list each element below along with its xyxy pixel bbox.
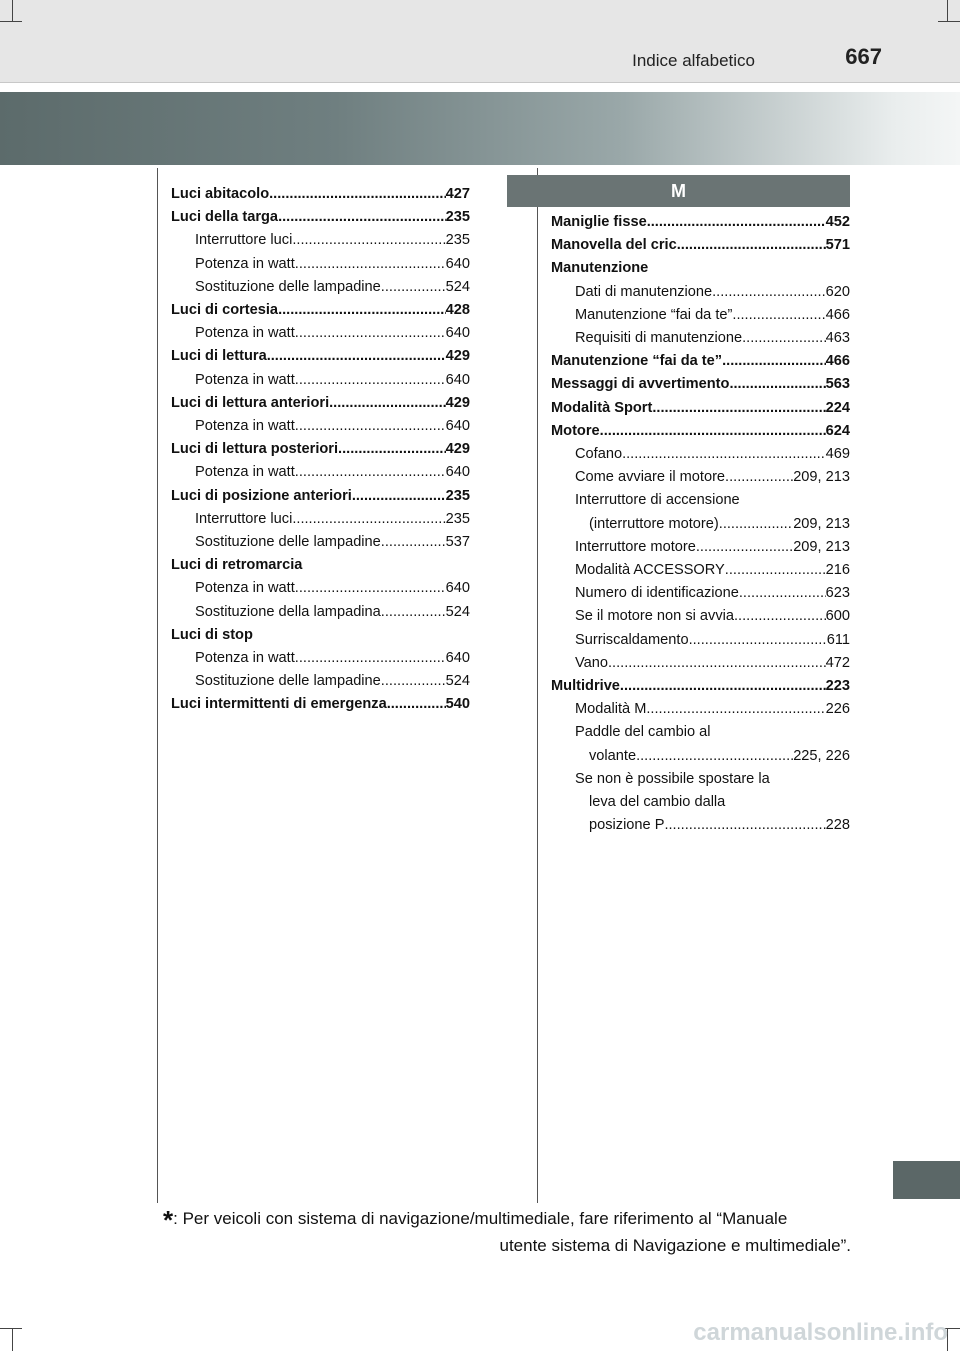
index-entry <box>171 206 470 229</box>
entry-page: 640 <box>445 418 470 435</box>
entry-page: 466 <box>825 353 850 370</box>
entry-label: Maniglie fisse <box>551 214 647 230</box>
index-entry <box>171 485 470 508</box>
column-rule-left <box>157 168 158 1203</box>
entry-label: (interruttore motore) <box>589 515 719 532</box>
index-entry <box>551 350 850 373</box>
header-divider <box>0 82 960 83</box>
entry-label: Interruttore di accensione <box>575 492 740 509</box>
leader-dots <box>696 536 793 559</box>
entry-label: Dati di manutenzione <box>575 283 713 300</box>
index-entry <box>171 276 470 299</box>
index-entry <box>551 304 850 327</box>
entry-page: 209, 213 <box>793 515 850 532</box>
entry-label: Numero di identificazione <box>575 585 739 602</box>
entry-page: 428 <box>445 302 470 319</box>
index-entry <box>551 234 850 257</box>
index-entry <box>171 415 470 438</box>
leader-dots <box>722 350 826 373</box>
index-entry <box>551 397 850 420</box>
index-entry <box>171 299 470 322</box>
entry-label: Cofano <box>575 446 623 463</box>
index-entry <box>171 322 470 345</box>
leader-dots <box>734 605 826 628</box>
index-entry <box>551 420 850 443</box>
entry-page: 427 <box>445 186 470 202</box>
leader-dots <box>712 281 826 304</box>
entry-label: Luci di retromarcia <box>171 557 303 574</box>
entry-label: Potenza in watt <box>195 325 295 342</box>
entry-page: 624 <box>825 422 850 439</box>
index-entry <box>551 559 850 582</box>
index-entry <box>171 508 470 531</box>
entry-label: Manutenzione <box>551 260 649 277</box>
crop-mark <box>947 0 948 22</box>
footnote-line-2: utente sistema di Navigazione e multimediale”. <box>499 1236 851 1255</box>
leader-dots <box>725 559 826 582</box>
index-entry <box>171 369 470 392</box>
entry-label: Requisiti di manutenzione <box>575 330 743 347</box>
entry-label: Manovella del cric <box>551 237 677 254</box>
leader-dots <box>292 508 445 531</box>
entry-label: Luci intermittenti di emergenza <box>171 696 387 713</box>
index-entry <box>171 392 470 415</box>
column-rule-middle <box>537 168 538 1203</box>
index-entry <box>551 443 850 466</box>
index-entry <box>171 345 470 368</box>
leader-dots <box>381 601 446 624</box>
entry-page: 537 <box>445 534 470 551</box>
index-entry <box>551 582 850 605</box>
entry-label: Potenza in watt <box>195 464 295 481</box>
entry-label: Sostituzione delle lampadine <box>195 278 381 295</box>
entry-page: 469 <box>825 446 850 463</box>
entry-page: 209, 213 <box>793 538 850 555</box>
index-entry <box>171 554 470 577</box>
entry-label: Sostituzione delle lampadine <box>195 673 381 690</box>
crop-mark <box>0 1328 22 1329</box>
thumb-tab <box>893 1161 960 1199</box>
entry-page: 235 <box>445 510 470 527</box>
leader-dots <box>295 647 446 670</box>
entry-page: 600 <box>825 608 850 625</box>
entry-page: 611 <box>826 631 850 648</box>
footnote-marker: * <box>163 1205 174 1235</box>
index-entry <box>551 791 850 814</box>
header-bar <box>0 0 960 82</box>
index-entry <box>551 768 850 791</box>
entry-label: Manutenzione “fai da te” <box>551 353 723 370</box>
index-entry <box>551 652 850 675</box>
leader-dots <box>600 420 826 443</box>
leader-dots <box>338 438 446 461</box>
leader-dots <box>732 304 825 327</box>
crop-mark <box>0 21 22 22</box>
decorative-gradient-band <box>0 92 960 165</box>
leader-dots <box>646 698 825 721</box>
entry-page: 452 <box>825 214 850 230</box>
section-title: Indice alfabetico <box>632 51 755 70</box>
leader-dots <box>729 373 825 396</box>
leader-dots <box>295 369 446 392</box>
entry-page: 640 <box>445 325 470 342</box>
leader-dots <box>269 183 446 206</box>
index-entry <box>551 675 850 698</box>
leader-dots <box>295 461 446 484</box>
leader-dots <box>278 206 446 229</box>
leader-dots <box>381 531 446 554</box>
entry-page: 429 <box>445 394 470 411</box>
leader-dots <box>620 675 826 698</box>
index-entry <box>551 281 850 304</box>
index-entry <box>171 438 470 461</box>
index-entry <box>551 629 850 652</box>
index-column-left <box>171 183 470 717</box>
index-entry <box>551 513 850 536</box>
entry-label: Luci di lettura anteriori <box>171 394 330 411</box>
entry-page: 623 <box>825 585 850 602</box>
entry-page: 524 <box>445 603 470 620</box>
entry-page: 640 <box>445 255 470 272</box>
leader-dots <box>278 299 446 322</box>
crop-mark <box>938 21 960 22</box>
entry-label: Potenza in watt <box>195 418 295 435</box>
watermark: carmanualsonline.info <box>693 1319 948 1346</box>
entry-page: 226 <box>825 701 850 718</box>
entry-page: 429 <box>445 348 470 365</box>
entry-label: Se il motore non si avvia <box>575 608 734 625</box>
index-entry <box>171 647 470 670</box>
entry-label: Come avviare il motore <box>575 469 726 486</box>
entry-label: Modalità Sport <box>551 399 653 416</box>
leader-dots <box>295 415 446 438</box>
index-entry <box>171 693 470 716</box>
entry-page: 235 <box>445 209 470 226</box>
entry-page: 640 <box>445 464 470 481</box>
entry-page: 472 <box>825 654 850 671</box>
footnote <box>163 1206 851 1259</box>
leader-dots <box>295 322 446 345</box>
index-entry <box>551 536 850 559</box>
index-entry <box>171 531 470 554</box>
index-entry <box>171 624 470 647</box>
footnote-line-1: : Per veicoli con sistema di navigazione/multimediale, fare riferimento al “Manuale <box>173 1209 788 1228</box>
index-entry <box>171 670 470 693</box>
entry-label: Luci abitacolo <box>171 186 270 202</box>
entry-label: Messaggi di avvertimento <box>551 376 730 393</box>
index-entry <box>171 229 470 252</box>
entry-page: 571 <box>825 237 850 254</box>
leader-dots <box>387 693 446 716</box>
index-entry <box>551 814 850 837</box>
index-entry <box>551 257 850 280</box>
leader-dots <box>622 443 826 466</box>
entry-page: 224 <box>825 399 850 416</box>
entry-label: Luci di cortesia <box>171 302 279 319</box>
entry-label: Luci di stop <box>171 626 253 643</box>
crop-mark <box>12 1328 13 1351</box>
leader-dots <box>664 814 825 837</box>
leader-dots <box>329 392 446 415</box>
index-entry <box>171 461 470 484</box>
letter-header: M <box>507 175 850 207</box>
leader-dots <box>719 513 793 536</box>
index-entry <box>551 698 850 721</box>
entry-page: 216 <box>825 562 850 579</box>
entry-label: Potenza in watt <box>195 371 295 388</box>
leader-dots <box>352 485 446 508</box>
index-column-right <box>551 211 850 837</box>
entry-label: Motore <box>551 422 600 439</box>
entry-label: posizione P <box>589 817 665 834</box>
index-entry <box>551 211 850 234</box>
entry-page: 235 <box>445 487 470 504</box>
leader-dots <box>295 253 446 276</box>
leader-dots <box>267 345 446 368</box>
entry-page: 228 <box>825 817 850 834</box>
entry-page: 640 <box>445 371 470 388</box>
leader-dots <box>292 229 445 252</box>
entry-page: 540 <box>445 696 470 713</box>
index-entry <box>551 327 850 350</box>
leader-dots <box>636 745 793 768</box>
index-entry <box>551 466 850 489</box>
entry-label: Interruttore motore <box>575 538 696 555</box>
leader-dots <box>295 577 446 600</box>
entry-label: Sostituzione della lampadina <box>195 603 381 620</box>
index-entry <box>171 601 470 624</box>
leader-dots <box>739 582 826 605</box>
leader-dots <box>725 466 793 489</box>
entry-page: 524 <box>445 278 470 295</box>
entry-label: Potenza in watt <box>195 255 295 272</box>
entry-page: 463 <box>825 330 850 347</box>
entry-page: 640 <box>445 650 470 667</box>
index-entry <box>171 577 470 600</box>
page-number: 667 <box>845 44 882 69</box>
leader-dots <box>381 276 446 299</box>
leader-dots <box>608 652 826 675</box>
entry-page: 524 <box>445 673 470 690</box>
entry-label: Paddle del cambio al <box>575 724 711 741</box>
index-entry <box>551 605 850 628</box>
leader-dots <box>652 397 825 420</box>
entry-page: 225, 226 <box>793 747 850 764</box>
index-entry <box>171 253 470 276</box>
entry-page: 209, 213 <box>793 469 850 486</box>
leader-dots <box>647 211 826 234</box>
leader-dots <box>381 670 446 693</box>
entry-label: Vano <box>575 654 608 671</box>
entry-label: Potenza in watt <box>195 580 295 597</box>
entry-label: Multidrive <box>551 678 620 695</box>
entry-label: Luci di lettura posteriori <box>171 441 339 458</box>
leader-dots <box>677 234 826 257</box>
entry-page: 563 <box>825 376 850 393</box>
entry-page: 620 <box>825 283 850 300</box>
entry-page: 429 <box>445 441 470 458</box>
entry-label: Se non è possibile spostare la <box>575 770 770 787</box>
entry-page: 466 <box>825 306 850 323</box>
entry-label: Sostituzione delle lampadine <box>195 534 381 551</box>
index-entry <box>551 373 850 396</box>
entry-label: Potenza in watt <box>195 650 295 667</box>
entry-label: volante <box>589 747 637 764</box>
leader-dots <box>689 629 827 652</box>
index-entry <box>171 183 470 206</box>
entry-label: Interruttore luci <box>195 510 293 527</box>
index-entry <box>551 489 850 512</box>
leader-dots <box>742 327 826 350</box>
entry-page: 223 <box>825 678 850 695</box>
entry-label: Surriscaldamento <box>575 631 689 648</box>
entry-page: 235 <box>445 232 470 249</box>
entry-page: 640 <box>445 580 470 597</box>
index-entry <box>551 745 850 768</box>
entry-label: Modalità M <box>575 701 647 718</box>
entry-label: leva del cambio dalla <box>589 794 726 811</box>
entry-label: Luci di posizione anteriori <box>171 487 352 504</box>
crop-mark <box>12 0 13 22</box>
index-entry <box>551 721 850 744</box>
entry-label: Manutenzione “fai da te” <box>575 306 733 323</box>
entry-label: Interruttore luci <box>195 232 293 249</box>
entry-label: Luci della targa <box>171 209 279 226</box>
entry-label: Luci di lettura <box>171 348 267 365</box>
entry-label: Modalità ACCESSORY <box>575 562 725 579</box>
